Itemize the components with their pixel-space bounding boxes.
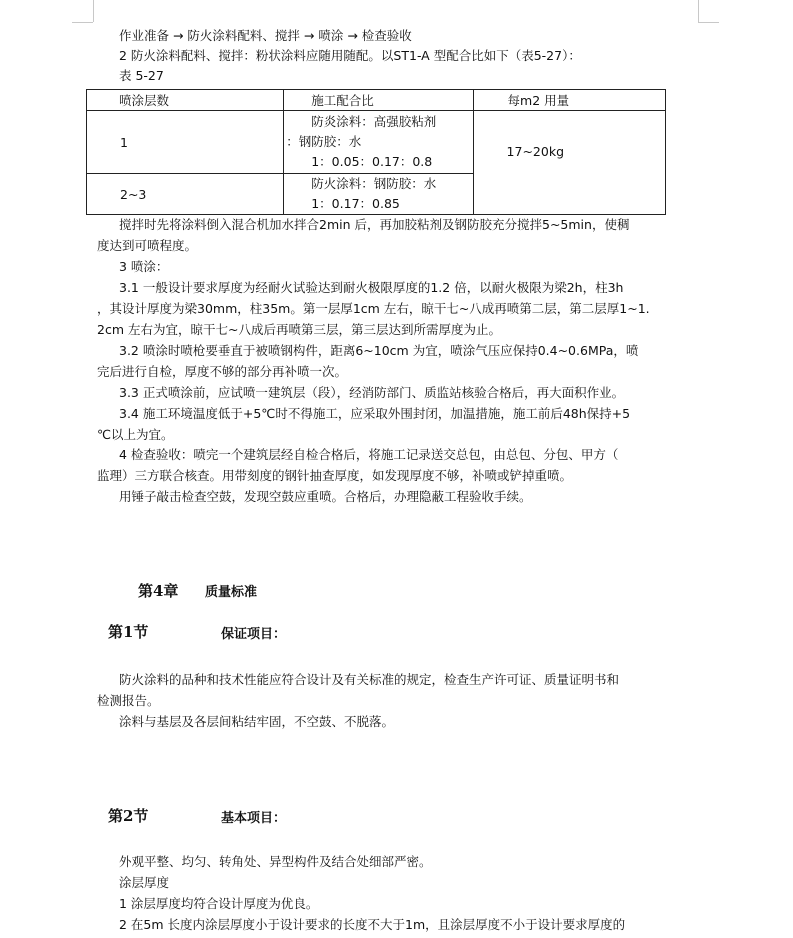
mix-cell: 防炎涂料：高强胶粘剂 ：钢防胶：水 1：0.05：0.17：0.8 bbox=[284, 111, 473, 174]
paragraph: 监理）三方联合核查。用带刻度的钢针抽查厚度，如发现厚度不够，补喷或铲掉重喷。 bbox=[97, 468, 573, 483]
paragraph: 外观平整、均匀、转角处、异型构件及结合处细部严密。 bbox=[119, 854, 432, 869]
process-flow: 作业准备 → 防火涂料配料、搅拌 → 喷涂 → 检查验收 bbox=[119, 28, 412, 43]
table-header-row bbox=[87, 90, 666, 111]
paragraph: 涂层厚度 bbox=[119, 875, 170, 890]
crop-mark-left bbox=[93, 0, 94, 22]
paragraph: 搅拌时先将涂料倒入混合机加水拌合2min 后，再加胶粘剂及钢防胶充分搅拌5~5min，使稠 bbox=[119, 217, 630, 232]
step3-heading: 3 喷涂： bbox=[119, 259, 169, 274]
paragraph: 1 涂层厚度均符合设计厚度为优良。 bbox=[119, 896, 319, 911]
section-title: 保证项目： bbox=[221, 627, 287, 642]
crop-mark-right bbox=[698, 0, 699, 22]
chapter-title: 质量标准 bbox=[205, 585, 258, 600]
mix-cell: 防火涂料：钢防胶：水 1：0.17：0.85 bbox=[284, 174, 473, 215]
section-number: 第1节 bbox=[108, 623, 149, 641]
paragraph: 用锤子敲击检查空鼓，发现空鼓应重喷。合格后，办理隐蔽工程验收手续。 bbox=[119, 489, 532, 504]
paragraph: 2cm 左右为宜，晾干七~八成后再喷第三层，第三层达到所需厚度为止。 bbox=[97, 322, 501, 337]
paragraph: 检测报告。 bbox=[97, 693, 160, 708]
paragraph: 涂料与基层及各层间粘结牢固，不空鼓、不脱落。 bbox=[119, 714, 395, 729]
layers-cell: 2~3 bbox=[87, 174, 284, 215]
table-row bbox=[87, 111, 666, 174]
paragraph: 3.4 施工环境温度低于+5℃时不得施工，应采取外围封闭，加温措施，施工前后48h保持+5 bbox=[119, 406, 631, 421]
chapter-number: 第4章 bbox=[138, 582, 179, 600]
table-caption: 表 5-27 bbox=[119, 68, 164, 83]
layers-cell: 1 bbox=[87, 111, 284, 174]
crop-mark-left bbox=[72, 22, 93, 23]
paragraph: 3.2 喷涂时喷枪要垂直于被喷钢构件，距离6~10cm 为宜，喷涂气压应保持0.4~0.6MPa，喷 bbox=[119, 343, 639, 358]
usage-cell: 17~20kg bbox=[473, 111, 665, 215]
section-number: 第2节 bbox=[108, 807, 149, 825]
paragraph: ℃以上为宜。 bbox=[97, 427, 174, 442]
header-cell: 施工配合比 bbox=[284, 90, 473, 111]
mix-ratio-table bbox=[86, 89, 666, 215]
section-title: 基本项目： bbox=[221, 811, 287, 826]
paragraph: 2 在5m 长度内涂层厚度小于设计要求的长度不大于1m，且涂层厚度不小于设计要求厚度的 bbox=[119, 917, 626, 932]
header-cell: 喷涂层数 bbox=[87, 90, 284, 111]
header-cell: 每m2 用量 bbox=[473, 90, 665, 111]
paragraph: ，其设计厚度为梁30mm，柱35m。第一层厚1cm 左右，晾干七~八成再喷第二层，第二层厚1~1. bbox=[97, 301, 650, 316]
crop-mark-right bbox=[698, 22, 719, 23]
paragraph: 4 检查验收：喷完一个建筑层经自检合格后，将施工记录送交总包，由总包、分包、甲方（ bbox=[119, 447, 619, 462]
step2-text: 2 防火涂料配料、搅拌：粉状涂料应随用随配。以ST1-A 型配合比如下（表5-27）： bbox=[119, 48, 581, 63]
paragraph: 3.1 一般设计要求厚度为经耐火试验达到耐火极限厚度的1.2 倍，以耐火极限为梁2h，柱3h bbox=[119, 280, 624, 295]
paragraph: 防火涂料的品种和技术性能应符合设计及有关标准的规定，检查生产许可证、质量证明书和 bbox=[119, 672, 620, 687]
paragraph: 完后进行自检，厚度不够的部分再补喷一次。 bbox=[97, 364, 348, 379]
paragraph: 度达到可喷程度。 bbox=[97, 238, 198, 253]
paragraph: 3.3 正式喷涂前，应试喷一建筑层（段），经消防部门、质监站核验合格后，再大面积作业。 bbox=[119, 385, 625, 400]
